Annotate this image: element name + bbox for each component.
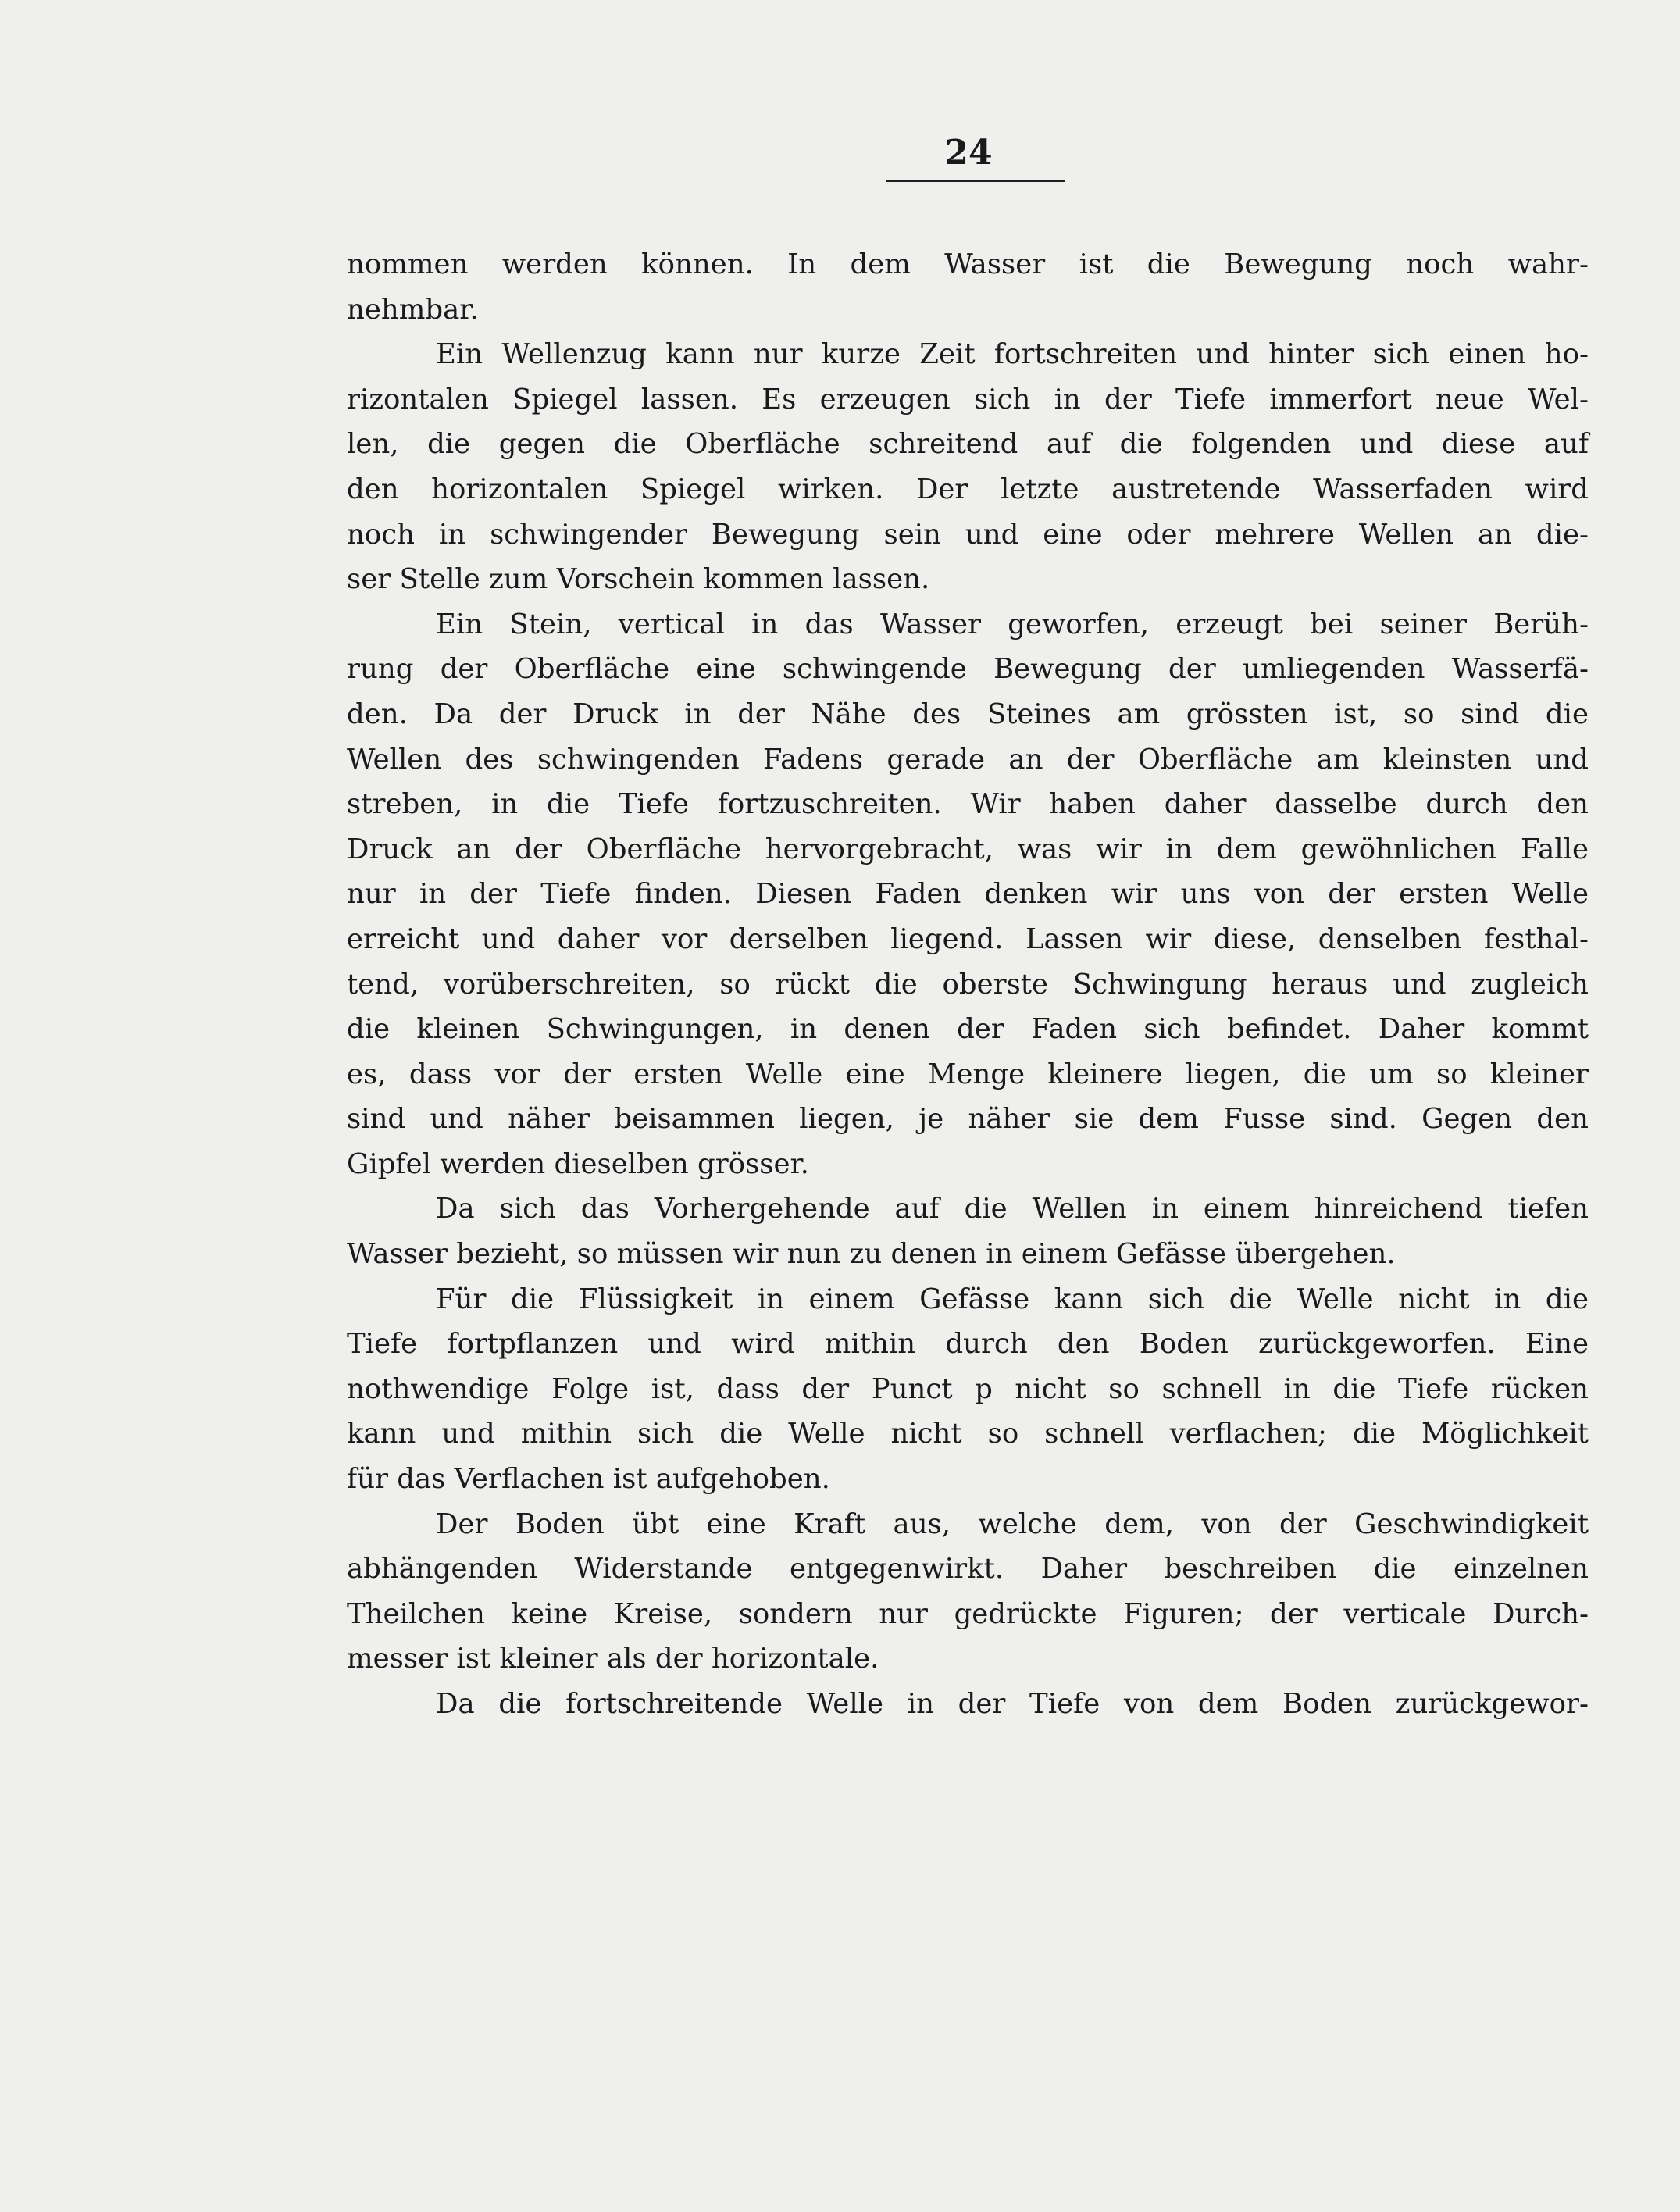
text-line: len, die gegen die Oberfläche schreitend auf die folgenden und diese auf xyxy=(347,428,1589,461)
text-line: nommen werden können. In dem Wasser ist die Bewegung noch wahr- xyxy=(347,248,1589,280)
text-line: streben, in die Tiefe fortzuschreiten. Wir haben daher dasselbe durch den xyxy=(347,788,1589,821)
text-line: Ein Wellenzug kann nur kurze Zeit fortschreiten und hinter sich einen ho- xyxy=(436,338,1589,371)
text-line: tend, vorüberschreiten, so rückt die oberste Schwingung heraus und zugleich xyxy=(347,968,1589,1001)
text-line: Tiefe fortpflanzen und wird mithin durch den Boden zurückgeworfen. Eine xyxy=(347,1328,1589,1361)
text-line: für das Verflachen ist aufgehoben. xyxy=(347,1463,830,1496)
text-line: es, dass vor der ersten Welle eine Menge kleinere liegen, die um so kleiner xyxy=(347,1058,1589,1090)
text-line: Da die fortschreitende Welle in der Tiefe von dem Boden zurückgewor- xyxy=(436,1688,1589,1720)
text-line: den. Da der Druck in der Nähe des Steines am grössten ist, so sind die xyxy=(347,697,1589,730)
text-line: den horizontalen Spiegel wirken. Der letzte austretende Wasserfaden wird xyxy=(347,473,1589,505)
text-line: die kleinen Schwingungen, in denen der Faden sich befindet. Daher kommt xyxy=(347,1013,1589,1046)
header-rule xyxy=(886,180,1065,182)
text-line: rizontalen Spiegel lassen. Es erzeugen sich in der Tiefe immerfort neue Wel- xyxy=(347,383,1589,416)
text-line: sind und näher beisammen liegen, je näher sie dem Fusse sind. Gegen den xyxy=(347,1103,1589,1136)
text-line: Druck an der Oberfläche hervorgebracht, was wir in dem gewöhnlichen Falle xyxy=(347,833,1589,865)
text-line: nur in der Tiefe finden. Diesen Faden denken wir uns von der ersten Welle xyxy=(347,878,1589,911)
text-line: Theilchen keine Kreise, sondern nur gedrückte Figuren; der verticale Durch- xyxy=(347,1597,1589,1630)
page-number: 24 xyxy=(944,133,993,173)
text-line: Wasser bezieht, so müssen wir nun zu denen in einem Gefässe übergehen. xyxy=(347,1238,1396,1271)
text-line: rung der Oberfläche eine schwingende Bewegung der umliegenden Wasserfä- xyxy=(347,653,1589,686)
text-line: Ein Stein, vertical in das Wasser geworfen, erzeugt bei seiner Berüh- xyxy=(436,608,1589,640)
text-line: Wellen des schwingenden Fadens gerade an der Oberfläche am kleinsten und xyxy=(347,743,1589,776)
text-line: nehmbar. xyxy=(347,293,479,326)
text-line: Für die Flüssigkeit in einem Gefässe kann sich die Welle nicht in die xyxy=(436,1283,1589,1315)
text-line: ser Stelle zum Vorschein kommen lassen. xyxy=(347,563,930,596)
text-line: messer ist kleiner als der horizontale. xyxy=(347,1643,879,1675)
text-line: Da sich das Vorhergehende auf die Wellen in einem hinreichend tiefen xyxy=(436,1193,1589,1226)
text-line: noch in schwingender Bewegung sein und eine oder mehrere Wellen an die- xyxy=(347,518,1589,551)
body-text xyxy=(347,242,1589,1727)
text-line: erreicht und daher vor derselben liegend. Lassen wir diese, denselben festhal- xyxy=(347,922,1589,955)
text-line: Der Boden übt eine Kraft aus, welche dem, von der Geschwindigkeit xyxy=(436,1507,1589,1540)
text-line: abhängenden Widerstande entgegenwirkt. Daher beschreiben die einzelnen xyxy=(347,1553,1589,1586)
text-line: Gipfel werden dieselben grösser. xyxy=(347,1147,809,1180)
text-line: nothwendige Folge ist, dass der Punct p nicht so schnell in die Tiefe rücken xyxy=(347,1372,1589,1405)
text-line: kann und mithin sich die Welle nicht so schnell verflachen; die Möglichkeit xyxy=(347,1418,1589,1450)
